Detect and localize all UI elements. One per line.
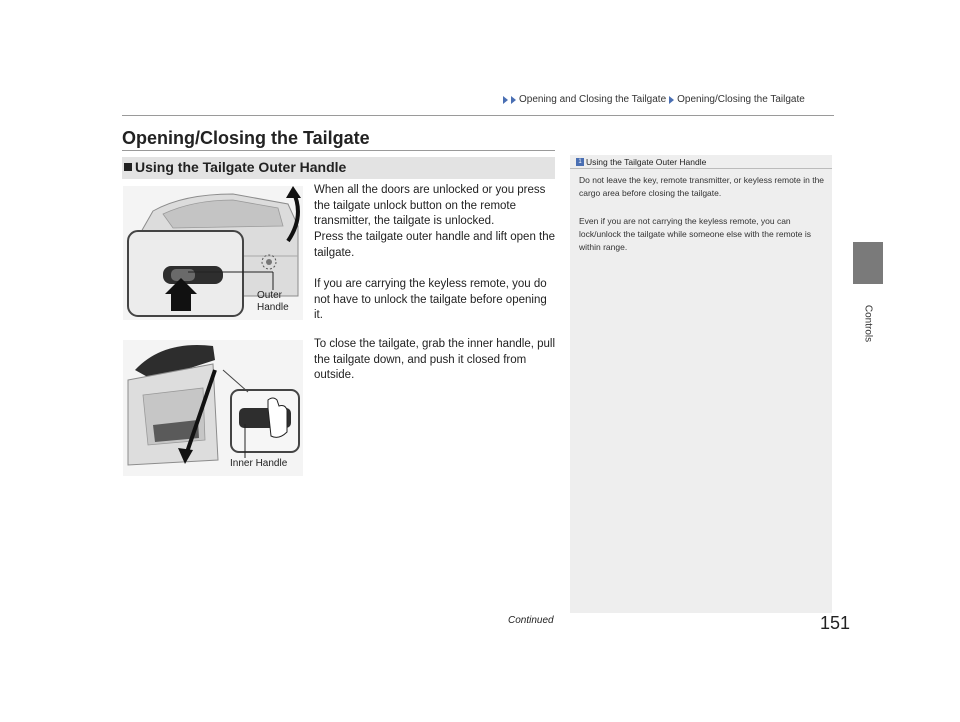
note-paragraph-2: Even if you are not carrying the keyless remote, you can lock/unlock the tailgate while someone else with the remote is within range. — [579, 216, 811, 252]
note-reference-icon: 1 — [576, 158, 584, 166]
page-title: Opening/Closing the Tailgate — [122, 128, 370, 148]
page-number: 151 — [820, 613, 851, 633]
inner-handle-label: Inner Handle — [230, 458, 288, 469]
note-title-text: Using the Tailgate Outer Handle — [586, 157, 707, 167]
note-divider — [570, 168, 832, 169]
chapter-tab-label: Controls — [862, 304, 874, 343]
chapter-tab[interactable] — [853, 242, 883, 284]
body-paragraph-3: If you are carrying the keyless remote, you do not have to unlock the tailgate before opening it. — [314, 278, 547, 321]
vehicle-open-tailgate-illustration — [123, 340, 303, 476]
header-divider — [122, 115, 834, 116]
chevron-right-icon — [669, 96, 674, 104]
inner-handle-figure — [123, 340, 303, 476]
note-title — [576, 157, 706, 167]
chevron-right-icon — [511, 96, 516, 104]
chevron-right-icon — [503, 96, 508, 104]
section-heading-text: Using the Tailgate Outer Handle — [135, 159, 347, 175]
section-heading — [124, 159, 346, 175]
outer-handle-label: Outer Handle — [257, 290, 289, 313]
breadcrumb — [503, 94, 805, 105]
square-bullet-icon — [124, 163, 132, 171]
body-paragraph-2: Press the tailgate outer handle and lift open the tailgate. — [314, 231, 556, 259]
outer-handle-figure — [123, 186, 303, 320]
note-paragraph-1: Do not leave the key, remote transmitter, or keyless remote in the cargo area before closing the tailgate. — [579, 175, 825, 198]
breadcrumb-item-1[interactable]: Opening and Closing the Tailgate — [519, 94, 667, 105]
title-divider — [122, 150, 555, 151]
breadcrumb-item-2[interactable]: Opening/Closing the Tailgate — [677, 94, 805, 105]
body-paragraph-1: When all the doors are unlocked or you press the tailgate unlock button on the remote transmitter, the tailgate is unlocked. — [314, 184, 546, 227]
body-paragraph-4: To close the tailgate, grab the inner handle, pull the tailgate down, and push it closed from outside. — [314, 338, 556, 381]
continued-label: Continued — [508, 615, 554, 626]
